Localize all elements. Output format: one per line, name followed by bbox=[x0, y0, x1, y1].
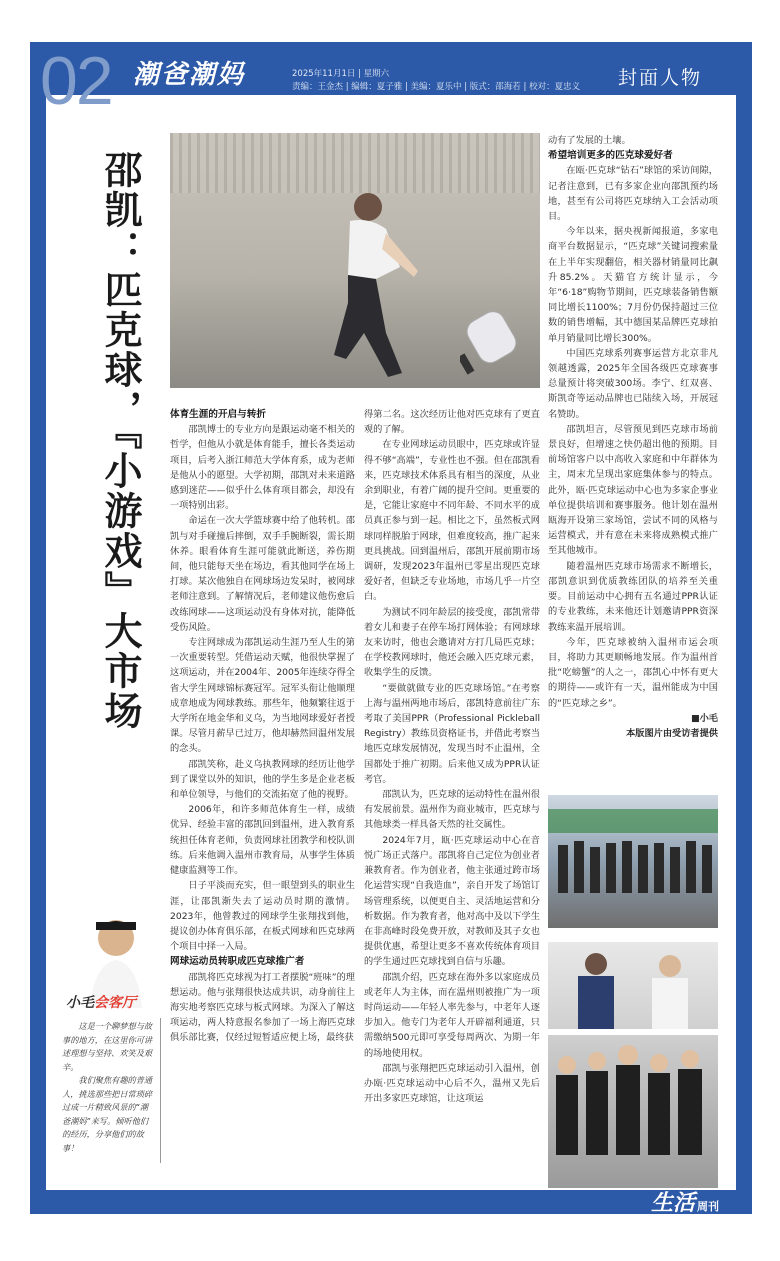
paragraph: 2006年，和许多师范体育生一样，成绩优异、经验丰富的邵凯回到温州，进入教育系统担任体育老师，负责网球社团教学和校队训练。后来他调入温州市教育局，从事学生体质健康监测等工作。 bbox=[170, 804, 355, 877]
intro-paragraph: 我们聚焦有趣的普通人，挑选那些把日常琐碎过成一片精致风景的“潮爸潮妈”来写。倾听他们的经历，分享他们的故事！ bbox=[62, 1075, 153, 1153]
paragraph: “要做就做专业的匹克球场馆。”在考察上海与温州两地市场后，邵凯特意前往广东考取了美国PPR（Professional Pickleball Registry）教练员资格证书，并借此考察当地匹克球发展情况，发现当时不止温州，全国都处于推广初期。后来他又成为PPR认证考官。 bbox=[364, 682, 540, 785]
coaching-photo-figures bbox=[548, 942, 718, 1029]
paragraph: 邵凯笑称，赴义乌执教网球的经历让他学到了课堂以外的知识，他的学生多是企业老板和单位领导，与他们的交流拓宽了他的视野。 bbox=[170, 758, 355, 801]
subheading: 体育生涯的开启与转折 bbox=[170, 409, 266, 420]
logo-sub: 周刊 bbox=[697, 1200, 720, 1213]
students-photo bbox=[548, 1035, 718, 1188]
paragraph: 在瓯·匹克球“钻石”球馆的采访间隙，记者注意到，已有多家企业向邵凯预约场地，甚至有公司将匹克球纳入工会活动项目。 bbox=[548, 165, 718, 223]
publication-logo bbox=[651, 1186, 719, 1217]
paragraph: 邵凯认为，匹克球的运动特性在温州很有发展前景。温州作为商业城市，匹克球与其他球类一样具备天然的社交属性。 bbox=[364, 789, 540, 831]
paragraph: 命运在一次大学篮球赛中给了他转机。邵凯与对手碰撞后摔倒，双手手腕断裂，需长期休养。眼看体育生涯可能就此断送，养伤期间，他只能每天坐在场边，看其他同学在场上打球。某次他独自在网球场边发呆时，被网球老师注意到。了解情况后，老师建议他伤愈后改练网球——这项运动没有身体对抗，能降低受伤风险。 bbox=[170, 515, 355, 633]
paddle-icon bbox=[460, 308, 530, 378]
article-column-1 bbox=[170, 407, 355, 1046]
byline: 本版图片由受访者提供 bbox=[626, 727, 718, 739]
byline: ■小毛 bbox=[690, 712, 718, 724]
coaching-photo bbox=[548, 942, 718, 1029]
paragraph: 得第二名。这次经历让他对匹克球有了更直观的了解。 bbox=[364, 409, 540, 436]
students-photo-figures bbox=[548, 1035, 718, 1188]
paragraph: 邵凯坦言，尽管预见到匹克球市场前景良好，但增速之快仍超出他的预期。目前场馆客户以中高收入家庭和中年群体为主，周末尤呈现出家庭集体参与的特点。此外，瓯·匹克球运动中心也为多家企事业单位提供培训和赛事服务。他计划在温州瓯海开设第三家场馆，尝试不同的风格与运营模式，并有意在未来将成熟模式推广至其他城市。 bbox=[548, 423, 718, 557]
sidebar-label-accent: 会客厅 bbox=[94, 995, 136, 1011]
section-name: 封面人物 bbox=[618, 67, 703, 89]
intro-paragraph: 这是一个聊梦想与故事的地方，在这里你可讲述理想与坚持、欢笑及艰辛。 bbox=[62, 1021, 153, 1072]
sidebar-label-main: 小毛 bbox=[66, 995, 94, 1011]
sidebar-label bbox=[66, 992, 136, 1012]
page-number: 02 bbox=[40, 43, 112, 119]
staff-credits: 责编：王金杰 | 编辑：夏子雅 | 美编：夏乐中 | 版式：邵海若 | 校对：夏忠义 bbox=[292, 82, 581, 92]
paragraph: 随着温州匹克球市场需求不断增长，邵凯意识到优质教练团队的培养至关重要。目前运动中心拥有五名通过PPR认证的专业教练，未来他还计划邀请PPR资深教练来温开展培训。 bbox=[548, 560, 718, 633]
paragraph: 今年，匹克球被纳入温州市运会项目，将助力其更顺畅地发展。作为温州首批“吃螃蟹”的人之一，邵凯心中怀有更大的期待——或许有一天，温州能成为中国的“匹克球之乡”。 bbox=[548, 636, 718, 709]
subheading: 网球运动员转职成匹克球推广者 bbox=[170, 956, 305, 968]
paragraph: 邵凯将匹克球视为打工者摆脱“班味”的理想运动。他与张翔很快达成共识，动身前往上海实地考察匹克球与板式网球。为深入了解这项运动，两人特意报名参加了一场上海匹克球俱乐部比赛，仅经过短暂适应便上场，最终获 bbox=[170, 971, 355, 1044]
article-column-3 bbox=[548, 133, 718, 741]
article-column-2 bbox=[364, 407, 540, 1106]
paragraph: 今年以来，据央视新闻报道，多家电商平台数据显示，“匹克球”关键词搜索量在上半年实现翻倍，相关器材销量同比飙升85.2%。天猫官方统计显示，今年“6·18”购物节期间，匹克球装备销售额同比增长1100%；7月份仍保持超过三位数的销售增幅，其中德国某品牌匹克球拍单月销量同比增长300%。 bbox=[548, 226, 718, 344]
group-photo-figures bbox=[548, 795, 718, 928]
paragraph: 邵凯博士的专业方向是跟运动毫不相关的哲学，但他从小就是体育能手，擅长各类运动项目，后考入浙江师范大学体育系，成为老师是他从小的愿望。大学初期，邵凯对未来道路感到迷茫——似乎什么体育项目都会，却没有一项特别出彩。 bbox=[170, 424, 355, 512]
paragraph: 为测试不同年龄层的接受度，邵凯常带着女儿和妻子在停车场打网体验；有网球球友来访时，他也会邀请对方打几局匹克球；在学校教网球时，他还会融入匹克球元素，收集学生的反馈。 bbox=[364, 606, 540, 679]
group-photo bbox=[548, 795, 718, 928]
issue-date: 2025年11月1日 | 星期六 bbox=[292, 69, 390, 79]
subheading: 希望培训更多的匹克球爱好者 bbox=[548, 150, 673, 162]
article-title: 邵凯：匹克球，『小游戏』大市场 bbox=[98, 150, 142, 731]
column-title: 潮爸潮妈 bbox=[133, 60, 246, 90]
main-photo bbox=[170, 133, 540, 388]
divider bbox=[160, 1018, 161, 1163]
paragraph: 日子平淡而充实，但一眼望到头的职业生涯，让邵凯渐失去了运动员时期的激情。2023年，他曾教过的网球学生张翔找到他，提议创办体育俱乐部，在板式网球和匹克球两个项目中择一入局。 bbox=[170, 880, 355, 953]
paragraph: 在专业网球运动员眼中，匹克球或许显得不够“高端”，专业性也不强。但在邵凯看来，匹克球技术体系具有相当的深度，从业余到职业，有着广阔的提升空间。更重要的是，它能让家庭中不同年龄、不同水平的成员真正参与到一起。相比之下，虽然板式网球同样脱胎于网球，但难度较高，推广起来更具挑战。回到温州后，邵凯开展前期市场调研，发现2023年温州已零星出现匹克球爱好者，但缺乏专业场地，市场几乎一片空白。 bbox=[364, 439, 540, 603]
logo-main: 生活 bbox=[651, 1191, 696, 1216]
paragraph: 邵凯介绍，匹克球在海外多以家庭成员或老年人为主体，而在温州则被推广为一项时尚运动——年轻人率先参与，中老年人逐步加入。他专门为老年人开辟福利通道，只需缴纳500元即可享受每周两次、为期一年的场地使用权。 bbox=[364, 971, 540, 1059]
sidebar-intro bbox=[62, 1020, 154, 1155]
player-figure bbox=[290, 183, 430, 383]
paragraph: 2024年7月，瓯·匹克球运动中心在音悦广场正式落户。邵凯将自己定位为创业者兼教育者。作为创业者，他主张通过跨市场化运营实现“自我造血”，亲自开发了场馆订场管理系统，以便更自主、灵活地运营和分析数据。作为教育者，他对高中及以下学生在非高峰时段免费开放，对教师及其子女也提供优惠，希望让更多不喜欢传统体育项目的学生通过匹克球找到自信与乐趣。 bbox=[364, 834, 540, 968]
paragraph: 专注网球成为邵凯运动生涯乃至人生的第一次重要转型。凭借运动天赋，他很快掌握了这项运动，并在2004年、2005年连续夺得全省大学生网球锦标赛冠军。冠军头衔让他顺理成章地成为网球教练。那些年，他频繁往返于大学所在地金华和义乌，为当地网球爱好者授课。尽管月薪早已过万，他却赫然回温州发展的念头。 bbox=[170, 637, 355, 755]
paragraph: 动有了发展的土壤。 bbox=[548, 135, 631, 146]
paragraph: 中国匹克球系列赛事运营方北京非凡领越透露，2025年全国各级匹克球赛事总量预计将突破300场。李宁、红双喜、斯凯奇等运动品牌也已陆续入场，开展冠名赞助。 bbox=[548, 347, 718, 420]
paragraph: 邵凯与张翔把匹克球运动引入温州，创办瓯·匹克球运动中心后不久，温州又先后开出多家匹克球馆，让这项运 bbox=[364, 1062, 540, 1105]
